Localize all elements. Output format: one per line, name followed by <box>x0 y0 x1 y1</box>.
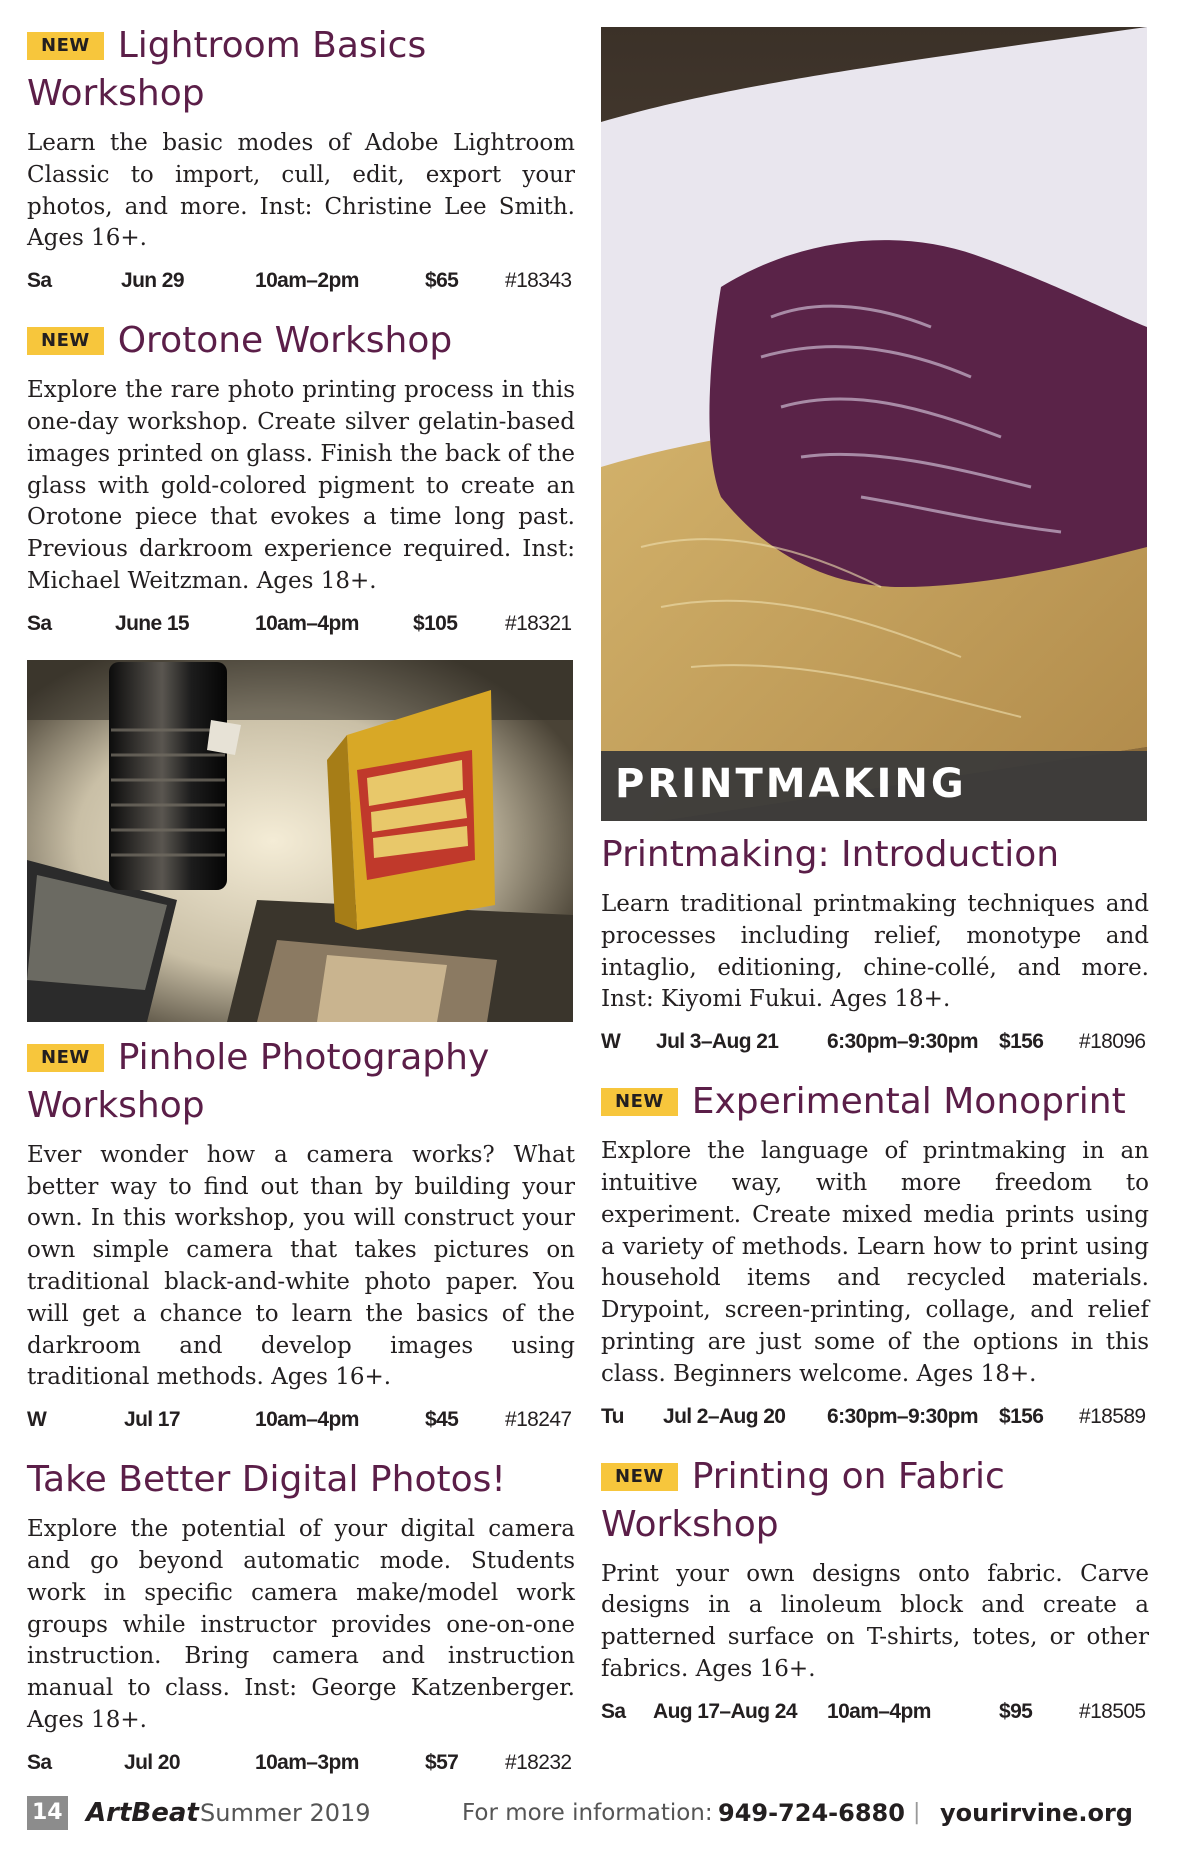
course-schedule <box>27 1408 575 1436</box>
new-badge: NEW <box>601 1088 678 1116</box>
info-label: For more information: <box>462 1800 713 1826</box>
course-day: W <box>601 1030 621 1054</box>
course-price: $57 <box>425 1750 459 1774</box>
course-lightroom <box>27 22 575 297</box>
course-digital-photos <box>27 1456 575 1779</box>
issue-label: Summer 2019 <box>200 1799 371 1827</box>
course-day: Sa <box>601 1699 626 1723</box>
phone-number: 949-724-6880 <box>718 1799 905 1827</box>
course-number: #18589 <box>1079 1404 1146 1428</box>
page-footer <box>0 1788 1200 1838</box>
course-time: 10am–3pm <box>255 1750 359 1774</box>
course-price: $95 <box>999 1699 1033 1723</box>
course-time: 6:30pm–9:30pm <box>827 1404 978 1428</box>
left-column <box>27 0 575 1799</box>
course-title: Take Better Digital Photos! <box>27 1459 506 1501</box>
website-link[interactable]: yourirvine.org <box>940 1799 1133 1827</box>
course-price: $105 <box>413 611 458 635</box>
course-printmaking-intro <box>601 831 1149 1058</box>
course-day: Sa <box>27 269 52 293</box>
course-date: Jul 2–Aug 20 <box>663 1404 786 1428</box>
course-day: Tu <box>601 1404 624 1428</box>
course-number: #18343 <box>505 269 572 293</box>
course-price: $156 <box>999 1030 1044 1054</box>
new-badge: NEW <box>27 327 104 355</box>
course-price: $45 <box>425 1408 459 1432</box>
course-description: Print your own designs onto fabric. Carve designs in a linoleum block and create a patterned surface on T-shirts, totes, or other fabrics. Ages 16+. <box>601 1560 1149 1682</box>
course-day: W <box>27 1408 47 1432</box>
course-number: #18232 <box>505 1750 572 1774</box>
page-number: 14 <box>27 1796 68 1830</box>
footer-separator: | <box>913 1800 921 1825</box>
course-title: NEW Printing on Fabric Workshop <box>601 1455 1005 1545</box>
course-title: NEW Orotone Workshop <box>27 317 575 365</box>
printmaking-photo-image <box>601 27 1147 821</box>
course-description: Ever wonder how a camera works? What better way to find out than by building your own. In this workshop, you will construct your own simple camera that takes pictures on traditional black-and-white photo paper. You will get a chance to learn the basics of the darkroom and develop images using traditional methods. Ages 16+. <box>27 1141 575 1391</box>
course-price: $65 <box>425 269 459 293</box>
course-date: Jul 17 <box>124 1408 180 1432</box>
course-time: 10am–4pm <box>255 611 359 635</box>
course-schedule <box>27 1751 575 1779</box>
course-time: 10am–4pm <box>255 1408 359 1432</box>
course-time: 10am–2pm <box>255 269 359 293</box>
course-description: Explore the language of printmaking in an intuitive way, with more freedom to experiment. Create mixed media prints using a variety of methods. Learn how to print using household items and recycled materials. Drypoint, screen-printing, collage, and relief printing are just some of the options in this class. Beginners welcome. Ages 18+. <box>601 1138 1149 1387</box>
section-banner: PRINTMAKING <box>615 761 967 807</box>
course-number: #18505 <box>1079 1699 1146 1723</box>
course-date: Jul 20 <box>124 1750 180 1774</box>
course-date: Jun 29 <box>121 269 184 293</box>
course-title: Printmaking: Introduction <box>601 834 1060 875</box>
course-schedule <box>27 612 575 640</box>
course-schedule <box>601 1405 1149 1433</box>
course-description: Explore the potential of your digital camera and go beyond automatic mode. Students work in specific camera make/model work groups while instructor provides one-on-one instruction. Bring camera and instruction manual to class. Inst: George Katzenberger. Ages 18+. <box>27 1516 575 1733</box>
course-day: Sa <box>27 611 52 635</box>
course-date: June 15 <box>115 611 190 635</box>
magazine-name: ArtBeat <box>86 1798 199 1828</box>
new-badge: NEW <box>27 32 104 60</box>
course-time: 6:30pm–9:30pm <box>827 1030 978 1054</box>
course-title: NEW Lightroom Basics Workshop <box>27 25 427 114</box>
new-badge: NEW <box>27 1044 104 1072</box>
course-printing-on-fabric <box>601 1453 1149 1728</box>
course-experimental-monoprint <box>601 1078 1149 1432</box>
course-title: NEW Experimental Monoprint <box>601 1078 1149 1126</box>
darkroom-photo-image <box>27 660 573 1022</box>
course-pinhole <box>27 1034 575 1436</box>
course-number: #18247 <box>505 1408 572 1432</box>
course-date: Aug 17–Aug 24 <box>653 1699 797 1723</box>
darkroom-photo <box>27 660 573 1022</box>
course-price: $156 <box>999 1404 1044 1428</box>
course-schedule <box>601 1700 1149 1728</box>
right-column <box>601 0 1149 1748</box>
course-description: Learn traditional printmaking techniques and processes including relief, monotype and intaglio, editioning, chine-collé, and more. Inst: Kiyomi Fukui. Ages 18+. <box>601 891 1149 1013</box>
course-number: #18096 <box>1079 1030 1146 1054</box>
course-day: Sa <box>27 1750 52 1774</box>
course-description: Learn the basic modes of Adobe Lightroom Classic to import, cull, edit, export your photos, and more. Inst: Christine Lee Smith. Ages 16+. <box>27 130 575 252</box>
course-schedule <box>601 1030 1149 1058</box>
course-title: NEW Pinhole Photography Workshop <box>27 1036 490 1126</box>
course-orotone <box>27 317 575 640</box>
new-badge: NEW <box>601 1463 678 1491</box>
course-date: Jul 3–Aug 21 <box>656 1030 779 1054</box>
course-time: 10am–4pm <box>827 1699 931 1723</box>
printmaking-photo <box>601 27 1147 821</box>
course-schedule <box>27 269 575 297</box>
course-description: Explore the rare photo printing process in this one-day workshop. Create silver gelatin-based images printed on glass. Finish the back of the glass with gold-colored pigment to create an Orotone piece that evokes a time long past. Previous darkroom experience required. Inst: Michael Weitzman. Ages 18+. <box>27 377 575 594</box>
course-number: #18321 <box>505 611 572 635</box>
